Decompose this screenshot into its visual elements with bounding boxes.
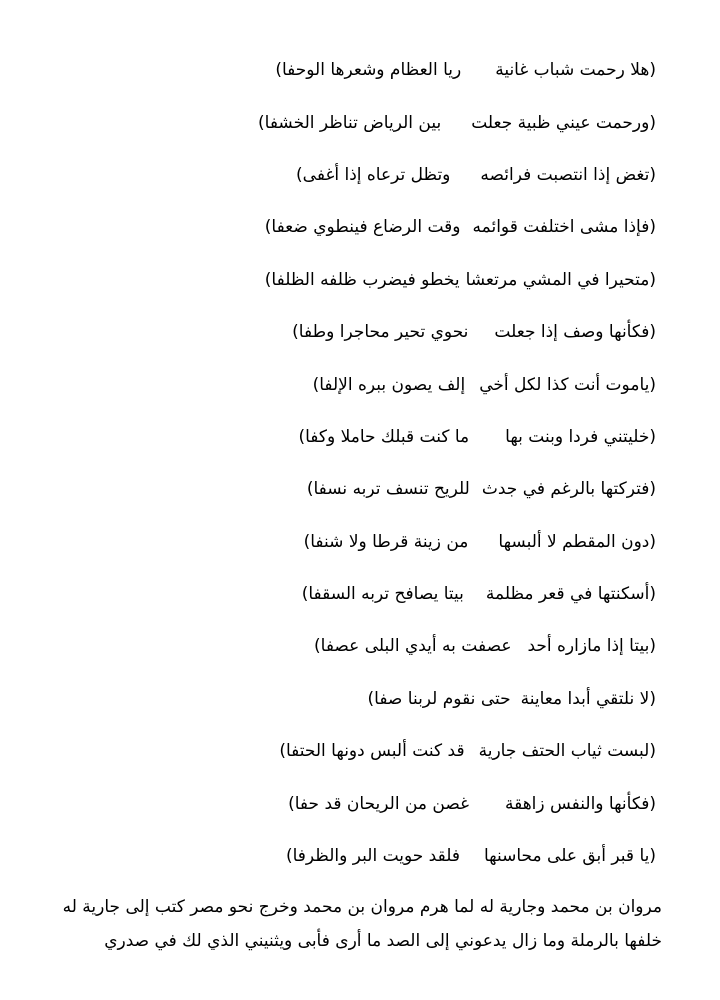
poem-verse	[236, 254, 656, 306]
poem-verse	[236, 44, 656, 96]
verse-second-hemistich: حتى نقوم لربنا صفا)	[367, 688, 511, 709]
poem-verse	[236, 411, 656, 463]
verse-second-hemistich: عصفت به أيدي البلى عصفا)	[314, 636, 512, 657]
verse-second-hemistich: فلقد حويت البر والظرفا)	[285, 846, 460, 867]
verse-first-hemistich: (فإذا مشى اختلفت قوائمه	[472, 217, 656, 238]
poem-verse	[236, 568, 656, 620]
verse-first-hemistich: (ياموت أنت كذا لكل أخي	[479, 374, 656, 395]
poem-verse	[236, 673, 656, 725]
verse-first-hemistich: (يا قبر أبق على محاسنها	[483, 846, 656, 867]
poem-verse	[236, 777, 656, 829]
verse-first-hemistich: (متحيرا في المشي مرتعشا	[465, 269, 656, 290]
verse-second-hemistich: للريح تنسف تربه نسفا)	[306, 479, 470, 500]
verse-second-hemistich: ريا العظام وشعرها الوحفا)	[275, 60, 462, 81]
poem-verse	[236, 463, 656, 515]
verse-first-hemistich: (لا نلتقي أبدا معاينة	[520, 688, 656, 709]
verse-second-hemistich: بيتا يصافح تربه السقفا)	[301, 584, 464, 605]
verse-second-hemistich: وتظل ترعاه إذا أغفى)	[296, 164, 451, 185]
prose-line: خلفها بالرملة وما زال يدعوني إلى الصد ما أرى فأبى ويثنيني الذي لك في صدري	[104, 931, 662, 951]
verse-first-hemistich: (فكأنها وصف إذا جعلت	[494, 322, 656, 343]
verse-second-hemistich: يخطو فيضرب ظلفه الظلفا)	[264, 269, 460, 290]
verse-first-hemistich: (أسكنتها في قعر مظلمة	[485, 584, 656, 605]
verse-first-hemistich: (فكأنها والنفس زاهقة	[504, 793, 656, 814]
verse-second-hemistich: قد كنت ألبس دونها الحتفا)	[279, 741, 465, 762]
verse-first-hemistich: (خليتني فردا وبنت بها	[505, 426, 656, 447]
verse-first-hemistich: (لبست ثياب الحتف جارية	[478, 741, 656, 762]
verse-second-hemistich: إلف يصون ببره الإلفا)	[312, 374, 466, 395]
poem	[236, 44, 656, 882]
poem-verse	[236, 306, 656, 358]
poem-verse	[236, 516, 656, 568]
poem-verse	[236, 201, 656, 253]
poem-verse	[236, 830, 656, 882]
verse-first-hemistich: (ورحمت عيني ظبية جعلت	[471, 112, 656, 133]
verse-first-hemistich: (بيتا إذا مازاره أحد	[527, 636, 656, 657]
verse-second-hemistich: من زينة قرطا ولا شنفا)	[303, 531, 469, 552]
verse-first-hemistich: (فتركتها بالرغم في جدث	[481, 479, 656, 500]
poem-verse	[236, 96, 656, 148]
verse-second-hemistich: بين الرياض تناظر الخشفا)	[258, 112, 442, 133]
verse-first-hemistich: (دون المقطم لا ألبسها	[498, 531, 656, 552]
verse-first-hemistich: (هلا رحمت شباب غانية	[495, 60, 656, 81]
verse-second-hemistich: غصن من الريحان قد حفا)	[288, 793, 469, 814]
poem-verse	[236, 149, 656, 201]
poem-verse	[236, 358, 656, 410]
prose-paragraph	[54, 890, 662, 958]
poem-verse	[236, 620, 656, 672]
prose-line: مروان بن محمد وجارية له لما هرم مروان بن محمد وخرج نحو مصر كتب إلى جارية له	[62, 897, 662, 917]
verse-first-hemistich: (تغض إذا انتصبت فرائصه	[480, 164, 656, 185]
verse-second-hemistich: نحوي تحير محاجرا وطفا)	[292, 322, 469, 343]
verse-second-hemistich: وقت الرضاع فينطوي ضعفا)	[264, 217, 461, 238]
poem-verse	[236, 725, 656, 777]
verse-second-hemistich: ما كنت قبلك حاملا وكفا)	[298, 426, 470, 447]
